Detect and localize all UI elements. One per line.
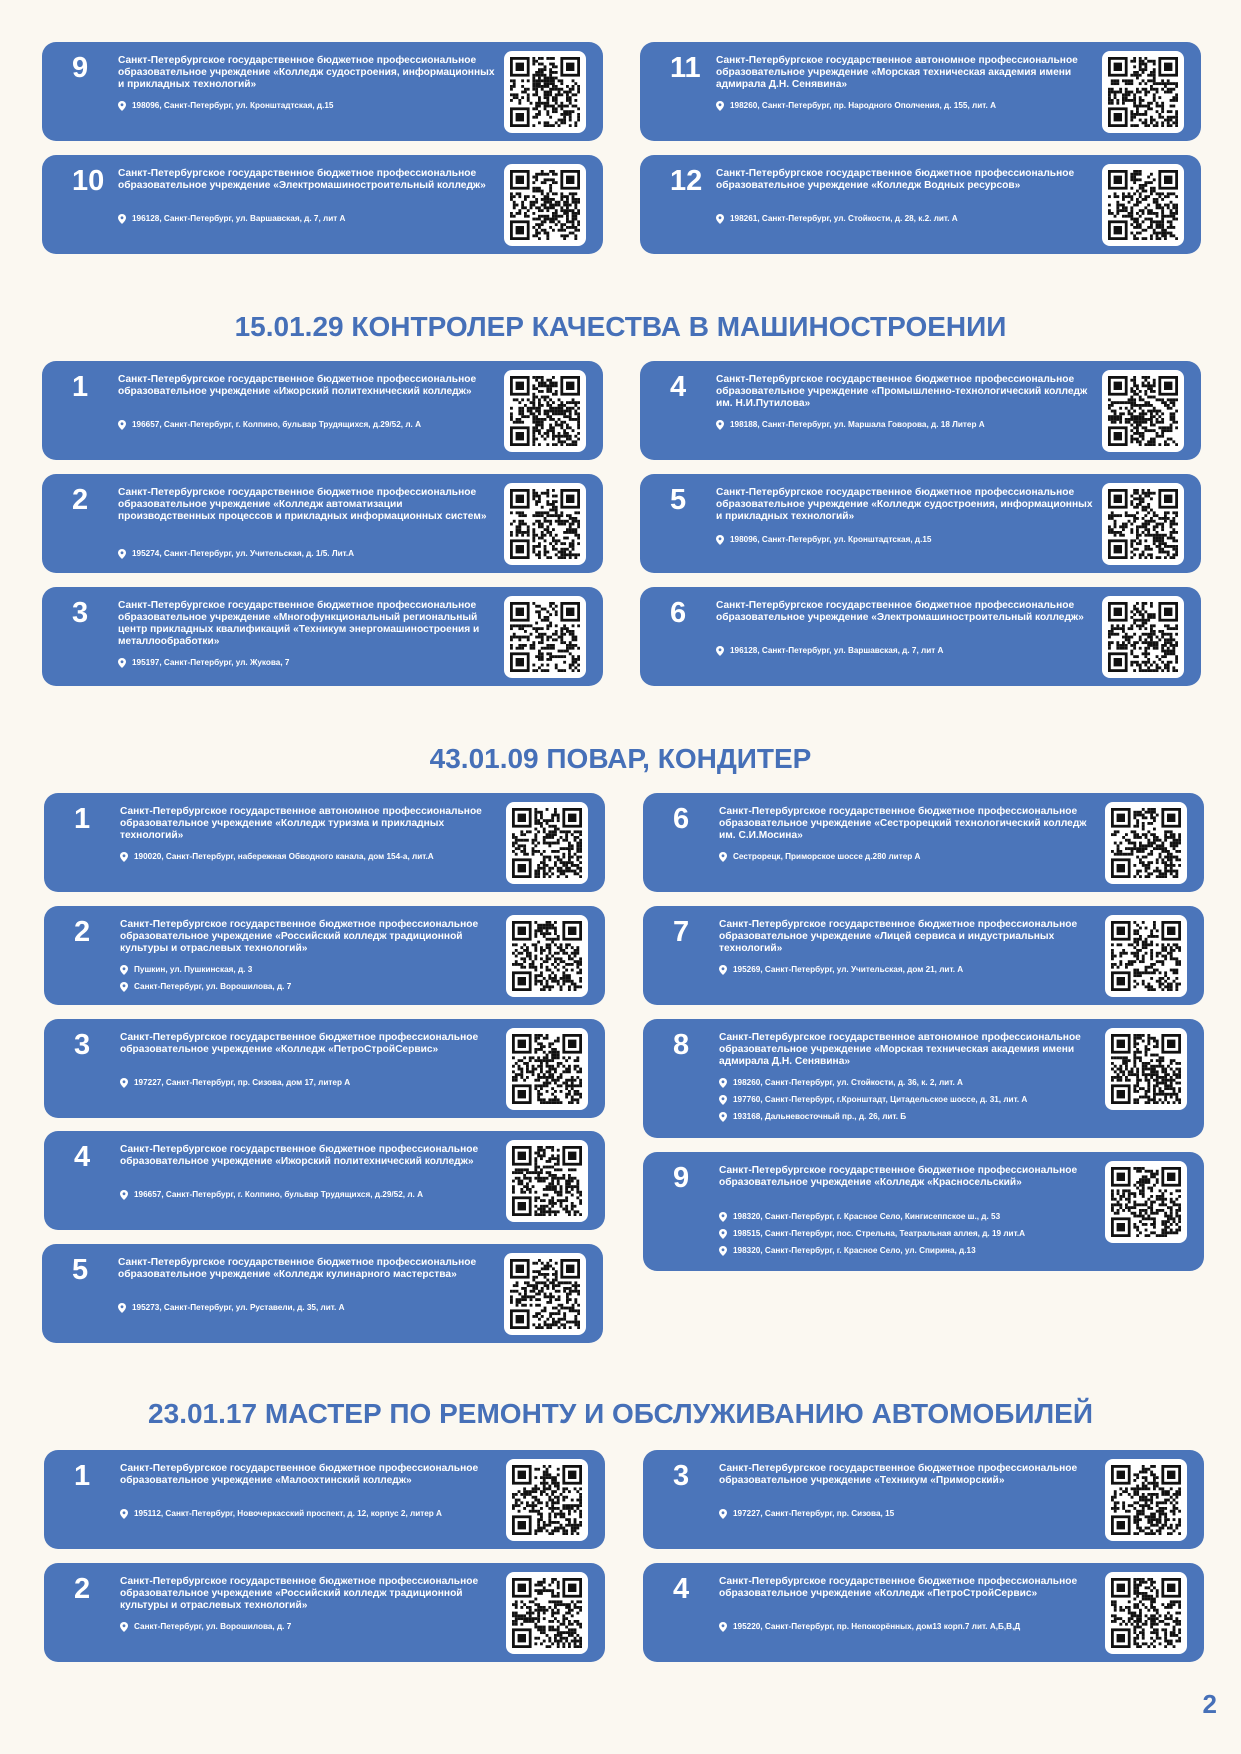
qr-code-icon[interactable]	[1105, 1161, 1187, 1243]
address-row	[120, 851, 510, 868]
college-name: Санкт-Петербургское государственное автономное профессиональное образовательное учреждение «Колледж туризма и прикладных технологий»	[120, 806, 482, 841]
address-list	[120, 851, 510, 868]
item-number: 11	[670, 52, 701, 84]
college-name: Санкт-Петербургское государственное бюджетное профессиональное образовательное учреждение «Колледж судостроения, информационных и прикладных технологий»	[716, 487, 1093, 522]
qr-code-icon[interactable]	[1105, 802, 1187, 884]
item-number: 6	[673, 803, 690, 835]
qr-code-icon[interactable]	[506, 1028, 588, 1110]
address-row	[120, 1621, 510, 1638]
address-row	[719, 964, 1109, 981]
qr-code-icon[interactable]	[504, 1253, 586, 1335]
address-row	[118, 100, 508, 117]
item-number: 5	[72, 1254, 89, 1286]
address-row	[118, 1302, 508, 1319]
college-card	[44, 906, 605, 1005]
item-number: 12	[670, 165, 703, 197]
college-card	[42, 1244, 603, 1343]
qr-code-icon[interactable]	[504, 596, 586, 678]
address-row	[118, 548, 508, 565]
address-text: Пушкин, ул. Пушкинская, д. 3	[134, 965, 253, 974]
college-card	[640, 474, 1201, 573]
college-name: Санкт-Петербургское государственное бюджетное профессиональное образовательное учреждение «Колледж Водных ресурсов»	[716, 168, 1075, 191]
address-text: 196657, Санкт-Петербург, г. Колпино, бульвар Трудящихся, д.29/52, л. А	[134, 1190, 423, 1199]
college-name: Санкт-Петербургское государственное бюджетное профессиональное образовательное учреждение «Промышленно-технологический колледж им. Н.И.Путилова»	[716, 374, 1088, 409]
college-name: Санкт-Петербургское государственное бюджетное профессиональное образовательное учреждение «Ижорский политехнический колледж»	[120, 1144, 479, 1167]
address-row	[719, 1077, 1109, 1094]
college-name: Санкт-Петербургское государственное автономное профессиональное образовательное учреждение «Морская техническая академия имени адмирала Д.Н. Сенявина»	[716, 55, 1078, 90]
address-text: 195273, Санкт-Петербург, ул. Руставели, д. 35, лит. А	[132, 1303, 345, 1312]
college-name: Санкт-Петербургское государственное бюджетное профессиональное образовательное учреждение «Многофункциональный региональный центр прикладных квалификаций «Техникум энергомашиностроения и металлообработки»	[118, 600, 480, 647]
qr-code-icon[interactable]	[1102, 483, 1184, 565]
item-number: 1	[74, 1460, 91, 1492]
college-card	[640, 155, 1201, 254]
address-row	[716, 213, 1106, 230]
item-number: 10	[72, 165, 105, 197]
qr-code-icon[interactable]	[1105, 1028, 1187, 1110]
address-list	[719, 1621, 1109, 1638]
address-row	[716, 100, 1106, 117]
address-text: 198188, Санкт-Петербург, ул. Маршала Говорова, д. 18 Литер А	[730, 420, 985, 429]
college-card	[643, 1563, 1204, 1662]
address-row	[118, 213, 508, 230]
address-row	[719, 1245, 1109, 1262]
qr-code-icon[interactable]	[1102, 51, 1184, 133]
college-name: Санкт-Петербургское государственное бюджетное профессиональное образовательное учреждение «Ижорский политехнический колледж»	[118, 374, 477, 397]
address-row	[716, 419, 1106, 436]
address-text: 197760, Санкт-Петербург, г.Кронштадт, Цитадельское шоссе, д. 31, лит. А	[733, 1095, 1028, 1104]
address-row	[120, 1077, 510, 1094]
qr-code-icon[interactable]	[504, 483, 586, 565]
college-card	[42, 155, 603, 254]
address-list	[719, 1508, 1109, 1525]
item-number: 3	[72, 597, 89, 629]
college-name: Санкт-Петербургское государственное бюджетное профессиональное образовательное учреждение «Колледж автоматизации производственных процессов и прикладных информационных систем»	[118, 487, 487, 522]
qr-code-icon[interactable]	[1105, 1459, 1187, 1541]
item-number: 4	[670, 371, 687, 403]
qr-code-icon[interactable]	[1102, 370, 1184, 452]
qr-code-icon[interactable]	[1102, 596, 1184, 678]
address-list	[120, 1621, 510, 1638]
address-list	[719, 1077, 1109, 1128]
address-list	[118, 213, 508, 230]
address-list	[118, 419, 508, 436]
address-text: Сестрорецк, Приморское шоссе д.280 литер А	[733, 852, 921, 861]
college-name: Санкт-Петербургское государственное бюджетное профессиональное образовательное учреждение «Колледж судостроения, информационных и прикладных технологий»	[118, 55, 495, 90]
address-row	[120, 981, 510, 998]
address-text: 196657, Санкт-Петербург, г. Колпино, бульвар Трудящихся, д.29/52, л. А	[132, 420, 421, 429]
qr-code-icon[interactable]	[1105, 915, 1187, 997]
college-card	[42, 361, 603, 460]
address-list	[118, 548, 508, 565]
address-row	[120, 964, 510, 981]
address-row	[716, 534, 1106, 551]
address-row	[118, 657, 508, 674]
address-text: 198261, Санкт-Петербург, ул. Стойкости, д. 28, к.2. лит. А	[730, 214, 958, 223]
address-text: 198260, Санкт-Петербург, ул. Стойкости, д. 36, к. 2, лит. А	[733, 1078, 963, 1087]
item-number: 8	[673, 1029, 690, 1061]
address-list	[118, 657, 508, 674]
address-list	[118, 1302, 508, 1319]
address-list	[719, 851, 1109, 868]
address-text: 195220, Санкт-Петербург, пр. Непокорённых, дом13 корп.7 лит. А,Б,В,Д	[733, 1622, 1021, 1631]
qr-code-icon[interactable]	[506, 1140, 588, 1222]
address-list	[716, 419, 1106, 436]
qr-code-icon[interactable]	[504, 164, 586, 246]
item-number: 9	[72, 52, 89, 84]
college-name: Санкт-Петербургское государственное автономное профессиональное образовательное учреждение «Морская техническая академия имени адмирала Д.Н. Сенявина»	[719, 1032, 1081, 1067]
college-card	[44, 1450, 605, 1549]
address-text: 197227, Санкт-Петербург, пр. Сизова, дом 17, литер А	[134, 1078, 351, 1087]
address-list	[120, 964, 510, 998]
item-number: 9	[673, 1162, 690, 1194]
address-text: 196128, Санкт-Петербург, ул. Варшавская, д. 7, лит А	[730, 646, 944, 655]
section-heading: 15.01.29 КОНТРОЛЕР КАЧЕСТВА В МАШИНОСТРОЕНИИ	[234, 311, 1007, 342]
address-text: Санкт-Петербург, ул. Ворошилова, д. 7	[134, 1622, 292, 1631]
college-name: Санкт-Петербургское государственное бюджетное профессиональное образовательное учреждение «Колледж «ПетроСтройСервис»	[719, 1576, 1078, 1599]
address-text: 198515, Санкт-Петербург, пос. Стрельна, Театральная аллея, д. 19 лит.А	[733, 1229, 1026, 1238]
address-row	[716, 645, 1106, 662]
qr-code-icon[interactable]	[506, 1572, 588, 1654]
address-text: 195197, Санкт-Петербург, ул. Жукова, 7	[132, 658, 290, 667]
page-number: 2	[1202, 1689, 1217, 1719]
address-row	[719, 1211, 1109, 1228]
address-row	[719, 1508, 1109, 1525]
item-number: 4	[673, 1573, 690, 1605]
college-name: Санкт-Петербургское государственное бюджетное профессиональное образовательное учреждение «Колледж «Красносельский»	[719, 1165, 1078, 1188]
address-text: 195112, Санкт-Петербург, Новочеркасский проспект, д. 12, корпус 2, литер А	[134, 1509, 442, 1518]
address-row	[719, 1094, 1109, 1111]
college-card	[640, 361, 1201, 460]
college-card	[643, 793, 1204, 892]
college-card	[44, 793, 605, 892]
address-list	[719, 964, 1109, 981]
address-text: 198320, Санкт-Петербург, г. Красное Село, ул. Спирина, д.13	[733, 1246, 976, 1255]
item-number: 2	[74, 916, 91, 948]
address-list	[120, 1077, 510, 1094]
qr-code-icon[interactable]	[1105, 1572, 1187, 1654]
address-text: 190020, Санкт-Петербург, набережная Обводного канала, дом 154-а, лит.А	[134, 852, 434, 861]
item-number: 1	[74, 803, 91, 835]
college-card	[640, 587, 1201, 686]
address-text: 193168, Дальневосточный пр., д. 26, лит. Б	[733, 1112, 907, 1121]
college-card	[643, 1450, 1204, 1549]
address-text: 198260, Санкт-Петербург, пр. Народного Ополчения, д. 155, лит. А	[730, 101, 996, 110]
college-card	[643, 1152, 1204, 1271]
college-name: Санкт-Петербургское государственное бюджетное профессиональное образовательное учреждение «Сестрорецкий технологический колледж им. С.И.Мосина»	[719, 806, 1087, 841]
college-card	[44, 1563, 605, 1662]
section-heading: 23.01.17 МАСТЕР ПО РЕМОНТУ И ОБСЛУЖИВАНИЮ АВТОМОБИЛЕЙ	[148, 1398, 1093, 1429]
item-number: 1	[72, 371, 89, 403]
address-row	[120, 1189, 510, 1206]
college-name: Санкт-Петербургское государственное бюджетное профессиональное образовательное учреждение «Малоохтинский колледж»	[120, 1463, 479, 1486]
qr-code-icon[interactable]	[504, 370, 586, 452]
address-list	[716, 213, 1106, 230]
address-list	[716, 645, 1106, 662]
address-text: Санкт-Петербург, ул. Ворошилова, д. 7	[134, 982, 292, 991]
college-name: Санкт-Петербургское государственное бюджетное профессиональное образовательное учреждение «Техникум «Приморский»	[719, 1463, 1078, 1486]
college-name: Санкт-Петербургское государственное бюджетное профессиональное образовательное учреждение «Лицей сервиса и индустриальных технологий»	[719, 919, 1078, 954]
address-text: 195274, Санкт-Петербург, ул. Учительская, д. 1/5. Лит.А	[132, 549, 355, 558]
address-text: 196128, Санкт-Петербург, ул. Варшавская, д. 7, лит А	[132, 214, 346, 223]
item-number: 2	[72, 484, 89, 516]
college-name: Санкт-Петербургское государственное бюджетное профессиональное образовательное учреждение «Колледж кулинарного мастерства»	[118, 1257, 477, 1280]
address-row	[719, 1621, 1109, 1638]
address-text: 198320, Санкт-Петербург, г. Красное Село, Кингисеппское ш., д. 53	[733, 1212, 1001, 1221]
college-card	[42, 587, 603, 686]
address-list	[716, 534, 1106, 551]
qr-code-icon[interactable]	[506, 915, 588, 997]
college-name: Санкт-Петербургское государственное бюджетное профессиональное образовательное учреждение «Электромашиностроительный колледж»	[118, 168, 486, 191]
college-card	[640, 42, 1201, 141]
address-text: 198096, Санкт-Петербург, ул. Кронштадтская, д.15	[730, 535, 932, 544]
address-row	[719, 1111, 1109, 1128]
item-number: 3	[673, 1460, 690, 1492]
address-list	[120, 1189, 510, 1206]
address-row	[118, 419, 508, 436]
address-row	[120, 1508, 510, 1525]
item-number: 2	[74, 1573, 91, 1605]
qr-code-icon[interactable]	[504, 51, 586, 133]
address-text: 197227, Санкт-Петербург, пр. Сизова, 15	[733, 1509, 895, 1518]
qr-code-icon[interactable]	[1102, 164, 1184, 246]
section-heading: 43.01.09 ПОВАР, КОНДИТЕР	[429, 743, 812, 774]
college-name: Санкт-Петербургское государственное бюджетное профессиональное образовательное учреждение «Электромашиностроительный колледж»	[716, 600, 1084, 623]
college-name: Санкт-Петербургское государственное бюджетное профессиональное образовательное учреждение «Российский колледж традиционной культуры и отраслевых технологий»	[120, 919, 479, 954]
qr-code-icon[interactable]	[506, 802, 588, 884]
item-number: 4	[74, 1141, 91, 1173]
college-name: Санкт-Петербургское государственное бюджетное профессиональное образовательное учреждение «Российский колледж традиционной культуры и отраслевых технологий»	[120, 1576, 479, 1611]
address-list	[719, 1211, 1109, 1262]
address-text: 195269, Санкт-Петербург, ул. Учительская, дом 21, лит. А	[733, 965, 964, 974]
address-list	[118, 100, 508, 117]
item-number: 3	[74, 1029, 91, 1061]
address-list	[716, 100, 1106, 117]
college-card	[44, 1131, 605, 1230]
address-row	[719, 851, 1109, 868]
college-name: Санкт-Петербургское государственное бюджетное профессиональное образовательное учреждение «Колледж «ПетроСтройСервис»	[120, 1032, 479, 1055]
college-card	[42, 474, 603, 573]
college-card	[643, 1019, 1204, 1138]
qr-code-icon[interactable]	[506, 1459, 588, 1541]
college-card	[643, 906, 1204, 1005]
address-list	[120, 1508, 510, 1525]
college-card	[44, 1019, 605, 1118]
college-card	[42, 42, 603, 141]
address-row	[719, 1228, 1109, 1245]
item-number: 6	[670, 597, 687, 629]
item-number: 7	[673, 916, 690, 948]
item-number: 5	[670, 484, 687, 516]
address-text: 198096, Санкт-Петербург, ул. Кронштадтская, д.15	[132, 101, 334, 110]
